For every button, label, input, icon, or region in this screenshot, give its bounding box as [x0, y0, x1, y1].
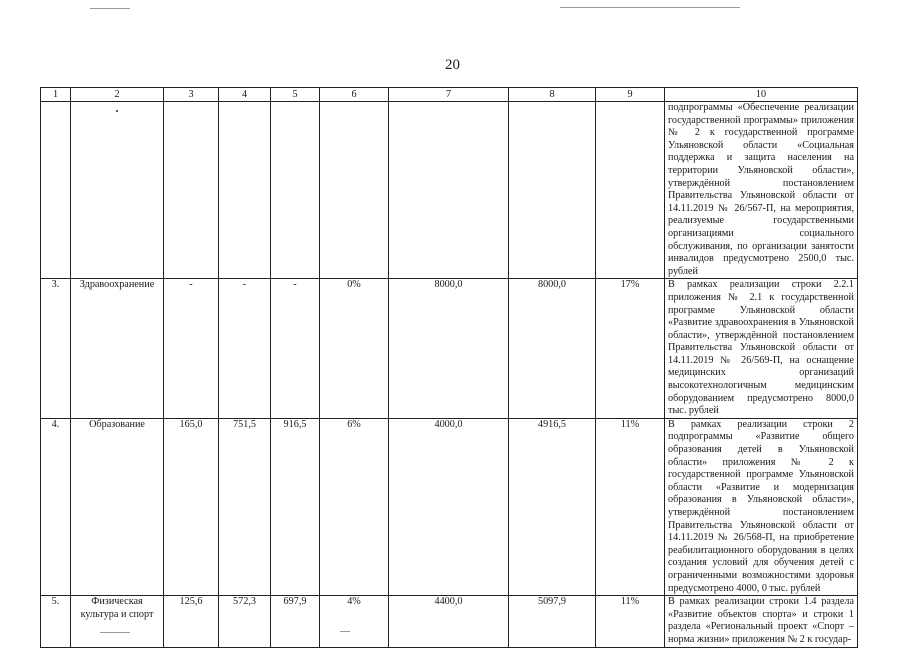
value-cell: 6% — [320, 418, 389, 595]
row-number-cell: 5. — [41, 596, 71, 648]
value-cell: 11% — [596, 596, 665, 648]
description-cell: В рамках реализации строки 1.4 раздела «Развитие объектов спорта» и строки 1 раздела «Региональный проект «Спорт – норма жизни» приложения № 2 к государ- — [665, 596, 858, 648]
page-number: 20 — [445, 57, 460, 73]
value-cell: 572,3 — [219, 596, 271, 648]
header-row — [41, 88, 858, 102]
header-cell: 3 — [164, 88, 219, 102]
description-cell: В рамках реализации строки 2 подпрограммы «Развитие общего образования детей в Ульяновской области» приложения № 2 к государственной программе Ульяновской области «Развитие и модернизация образования в Ульяновской области», утверждённой постановлением Правительства Ульяновской области от 14.11.2019 № 26/568-П, на приобретение реабилитационного оборудования в целях создания условий для обучения детей с ограниченными возможностями здоровья предусмотрено 4000, 0 тыс. рублей — [665, 418, 858, 595]
value-cell — [271, 102, 320, 279]
scan-artifact — [340, 631, 350, 632]
header-cell: 6 — [320, 88, 389, 102]
header-cell: 10 — [665, 88, 858, 102]
value-cell: 165,0 — [164, 418, 219, 595]
value-cell: 0% — [320, 279, 389, 419]
value-cell — [164, 102, 219, 279]
value-cell — [596, 102, 665, 279]
header-cell: 1 — [41, 88, 71, 102]
value-cell: - — [271, 279, 320, 419]
row-number-cell: 4. — [41, 418, 71, 595]
table-row — [41, 418, 858, 595]
row-number-cell — [41, 102, 71, 279]
value-cell: 4% — [320, 596, 389, 648]
header-cell: 7 — [389, 88, 509, 102]
value-cell: - — [164, 279, 219, 419]
header-cell: 4 — [219, 88, 271, 102]
header-cell: 2 — [71, 88, 164, 102]
value-cell: 697,9 — [271, 596, 320, 648]
header-cell: 9 — [596, 88, 665, 102]
value-cell: 4000,0 — [389, 418, 509, 595]
sector-name-cell: Физическая культура и спорт — [71, 596, 164, 648]
value-cell: - — [219, 279, 271, 419]
scan-dot — [116, 110, 118, 112]
sector-name-cell — [71, 102, 164, 279]
row-number-cell: 3. — [41, 279, 71, 419]
value-cell: 8000,0 — [389, 279, 509, 419]
value-cell: 8000,0 — [509, 279, 596, 419]
sector-name-cell: Образование — [71, 418, 164, 595]
table-row — [41, 102, 858, 279]
budget-table — [40, 87, 858, 648]
value-cell: 916,5 — [271, 418, 320, 595]
value-cell: 4400,0 — [389, 596, 509, 648]
value-cell: 11% — [596, 418, 665, 595]
scan-artifact — [100, 632, 130, 633]
sector-name-cell: Здравоохранение — [71, 279, 164, 419]
value-cell: 5097,9 — [509, 596, 596, 648]
value-cell: 125,6 — [164, 596, 219, 648]
value-cell: 17% — [596, 279, 665, 419]
value-cell — [389, 102, 509, 279]
header-cell: 8 — [509, 88, 596, 102]
scan-artifact — [90, 8, 130, 9]
value-cell: 4916,5 — [509, 418, 596, 595]
description-cell: подпрограммы «Обеспечение реализации государственной программы» приложения № 2 к государственной программе Ульяновской области «Социальная поддержка и защита населения на территории Ульяновской области», утверждённой постановлением Правительства Ульяновской области от 14.11.2019 № 26/567-П, на мероприятия, реализуемые государственными организациями социального обслуживания, по организации занятости инвалидов предусмотрено 2500,0 тыс. рублей — [665, 102, 858, 279]
value-cell — [320, 102, 389, 279]
value-cell: 751,5 — [219, 418, 271, 595]
value-cell — [509, 102, 596, 279]
table-row — [41, 279, 858, 419]
header-cell: 5 — [271, 88, 320, 102]
value-cell — [219, 102, 271, 279]
description-cell: В рамках реализации строки 2.2.1 приложения № 2.1 к государственной программе Ульяновской области «Развитие здравоохранения в Ульяновской области», утверждённой постановлением Правительства Ульяновской области от 14.11.2019 № 26/569-П, на оснащение медицинских организаций высокотехнологичным медицинским оборудованием предусмотрено 8000,0 тыс. рублей — [665, 279, 858, 419]
scan-artifact — [560, 7, 740, 8]
